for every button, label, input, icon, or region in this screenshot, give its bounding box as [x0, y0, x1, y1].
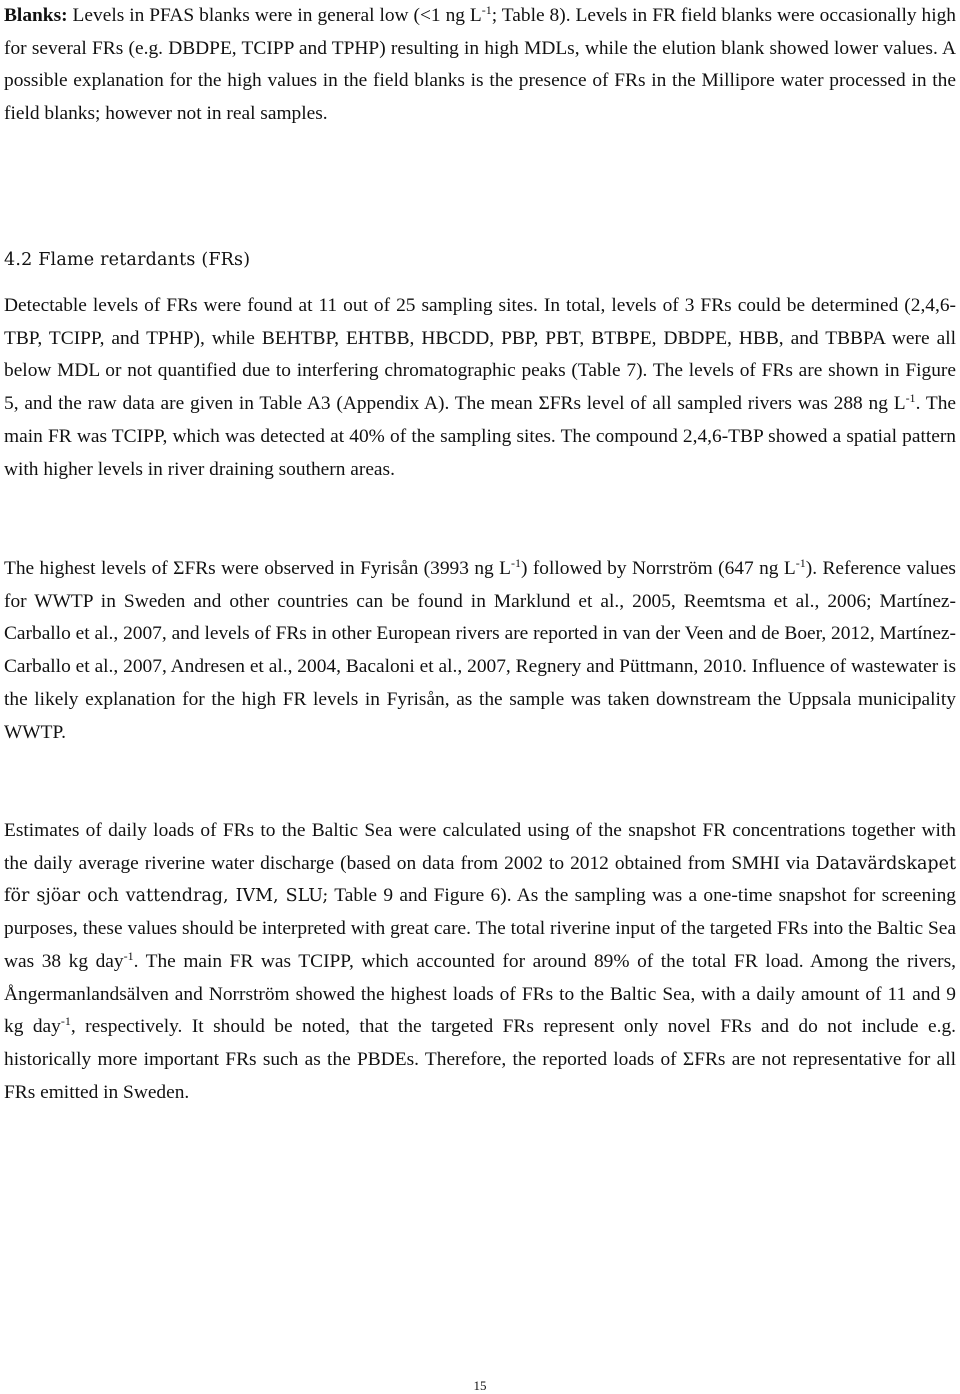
superscript: -1: [795, 556, 806, 570]
estimates-source-text: Datavärdskapet för sjöar och vattendrag, IVM, SLU;: [4, 853, 956, 907]
detect-text-2: . The main FR was TCIPP, which was detected at 40% of the sampling sites. The compound 2,4,6-TBP showed a spatial pattern with higher levels in river draining southern areas.: [4, 393, 956, 480]
page-number: 15: [473, 1378, 487, 1393]
estimates-text-2: Table 9 and Figure 6). As the sampling was a one-time snapshot for screening purposes, these values should be interpreted with great care. The total riverine input of the targeted FRs into the Baltic Sea was 38 kg day: [4, 885, 956, 972]
paragraph-blanks: [4, 0, 956, 131]
detect-text-1: Detectable levels of FRs were found at 11 out of 25 sampling sites. In total, levels of 3 FRs could be determined (2,4,6-TBP, TCIPP, and TPHP), while BEHTBP, EHTBB, HBCDD, PBP, PBT, BTBPE, DBDPE, HBB, and TBBPA were all below MDL or not quantified due to interfering chromatographic peaks (Table 7). The levels of FRs are shown in Figure 5, and the raw data are given in Table A3 (Appendix A). The mean ΣFRs level of all sampled rivers was 288 ng L: [4, 295, 956, 415]
highest-text-2: ) followed by Norrström (647 ng L: [520, 558, 796, 579]
paragraph-daily-load-estimates: [4, 815, 956, 1109]
highest-text-3: ). Reference values for WWTP in Sweden and other countries can be found in Marklund et al., 2005, Reemtsma et al., 2006; Martínez-Carballo et al., 2007, and levels of FRs in other European rivers are reported in van der Veen and de Boer, 2012, Martínez-Carballo et al., 2007, Andresen et al., 2004, Bacaloni et al., 2007, Regnery and Püttmann, 2010. Influence of wastewater is the likely explanation for the high FR levels in Fyrisån, as the sample was taken downstream the Uppsala municipality WWTP.: [4, 558, 956, 743]
blanks-label: Blanks:: [4, 5, 68, 26]
blanks-text-1: Levels in PFAS blanks were in general low (<1 ng L: [67, 5, 482, 26]
estimates-text-4: , respectively. It should be noted, that the targeted FRs represent only novel FRs and do not include e.g. historically more important FRs such as the PBDEs. Therefore, the reported loads of ΣFRs are not representative for all FRs emitted in Sweden.: [4, 1016, 956, 1103]
blanks-text-2: ; Table 8). Levels in FR field blanks were occasionally high for several FRs (e.g. DBDPE, TCIPP and TPHP) resulting in high MDLs, while the elution blank showed lower values. A possible explanation for the high values in the field blanks is the presence of FRs in the Millipore water processed in the field blanks; however not in real samples.: [4, 5, 956, 125]
paragraph-highest-levels: [4, 553, 956, 749]
superscript: -1: [905, 391, 916, 406]
superscript: -1: [510, 556, 521, 570]
superscript: -1: [123, 948, 134, 963]
superscript: -1: [481, 3, 492, 17]
section-heading: 4.2 Flame retardants (FRs): [4, 250, 251, 270]
highest-text-1: The highest levels of ΣFRs were observed in Fyrisån (3993 ng L: [4, 558, 511, 579]
estimates-text-1: Estimates of daily loads of FRs to the Baltic Sea were calculated using of the snapshot FR concentrations together with the daily average riverine water discharge (based on data from 2002 to 2012 obtained from SMHI via: [4, 820, 956, 874]
estimates-text-3: . The main FR was TCIPP, which accounted for around 89% of the total FR load. Among the rivers, Ångermanlandsälven and Norrström showed the highest loads of FRs to the Baltic Sea, with a daily amount of 11 and 9 kg day: [4, 950, 956, 1038]
superscript: -1: [60, 1014, 71, 1029]
paragraph-detectable-levels: [4, 290, 956, 486]
